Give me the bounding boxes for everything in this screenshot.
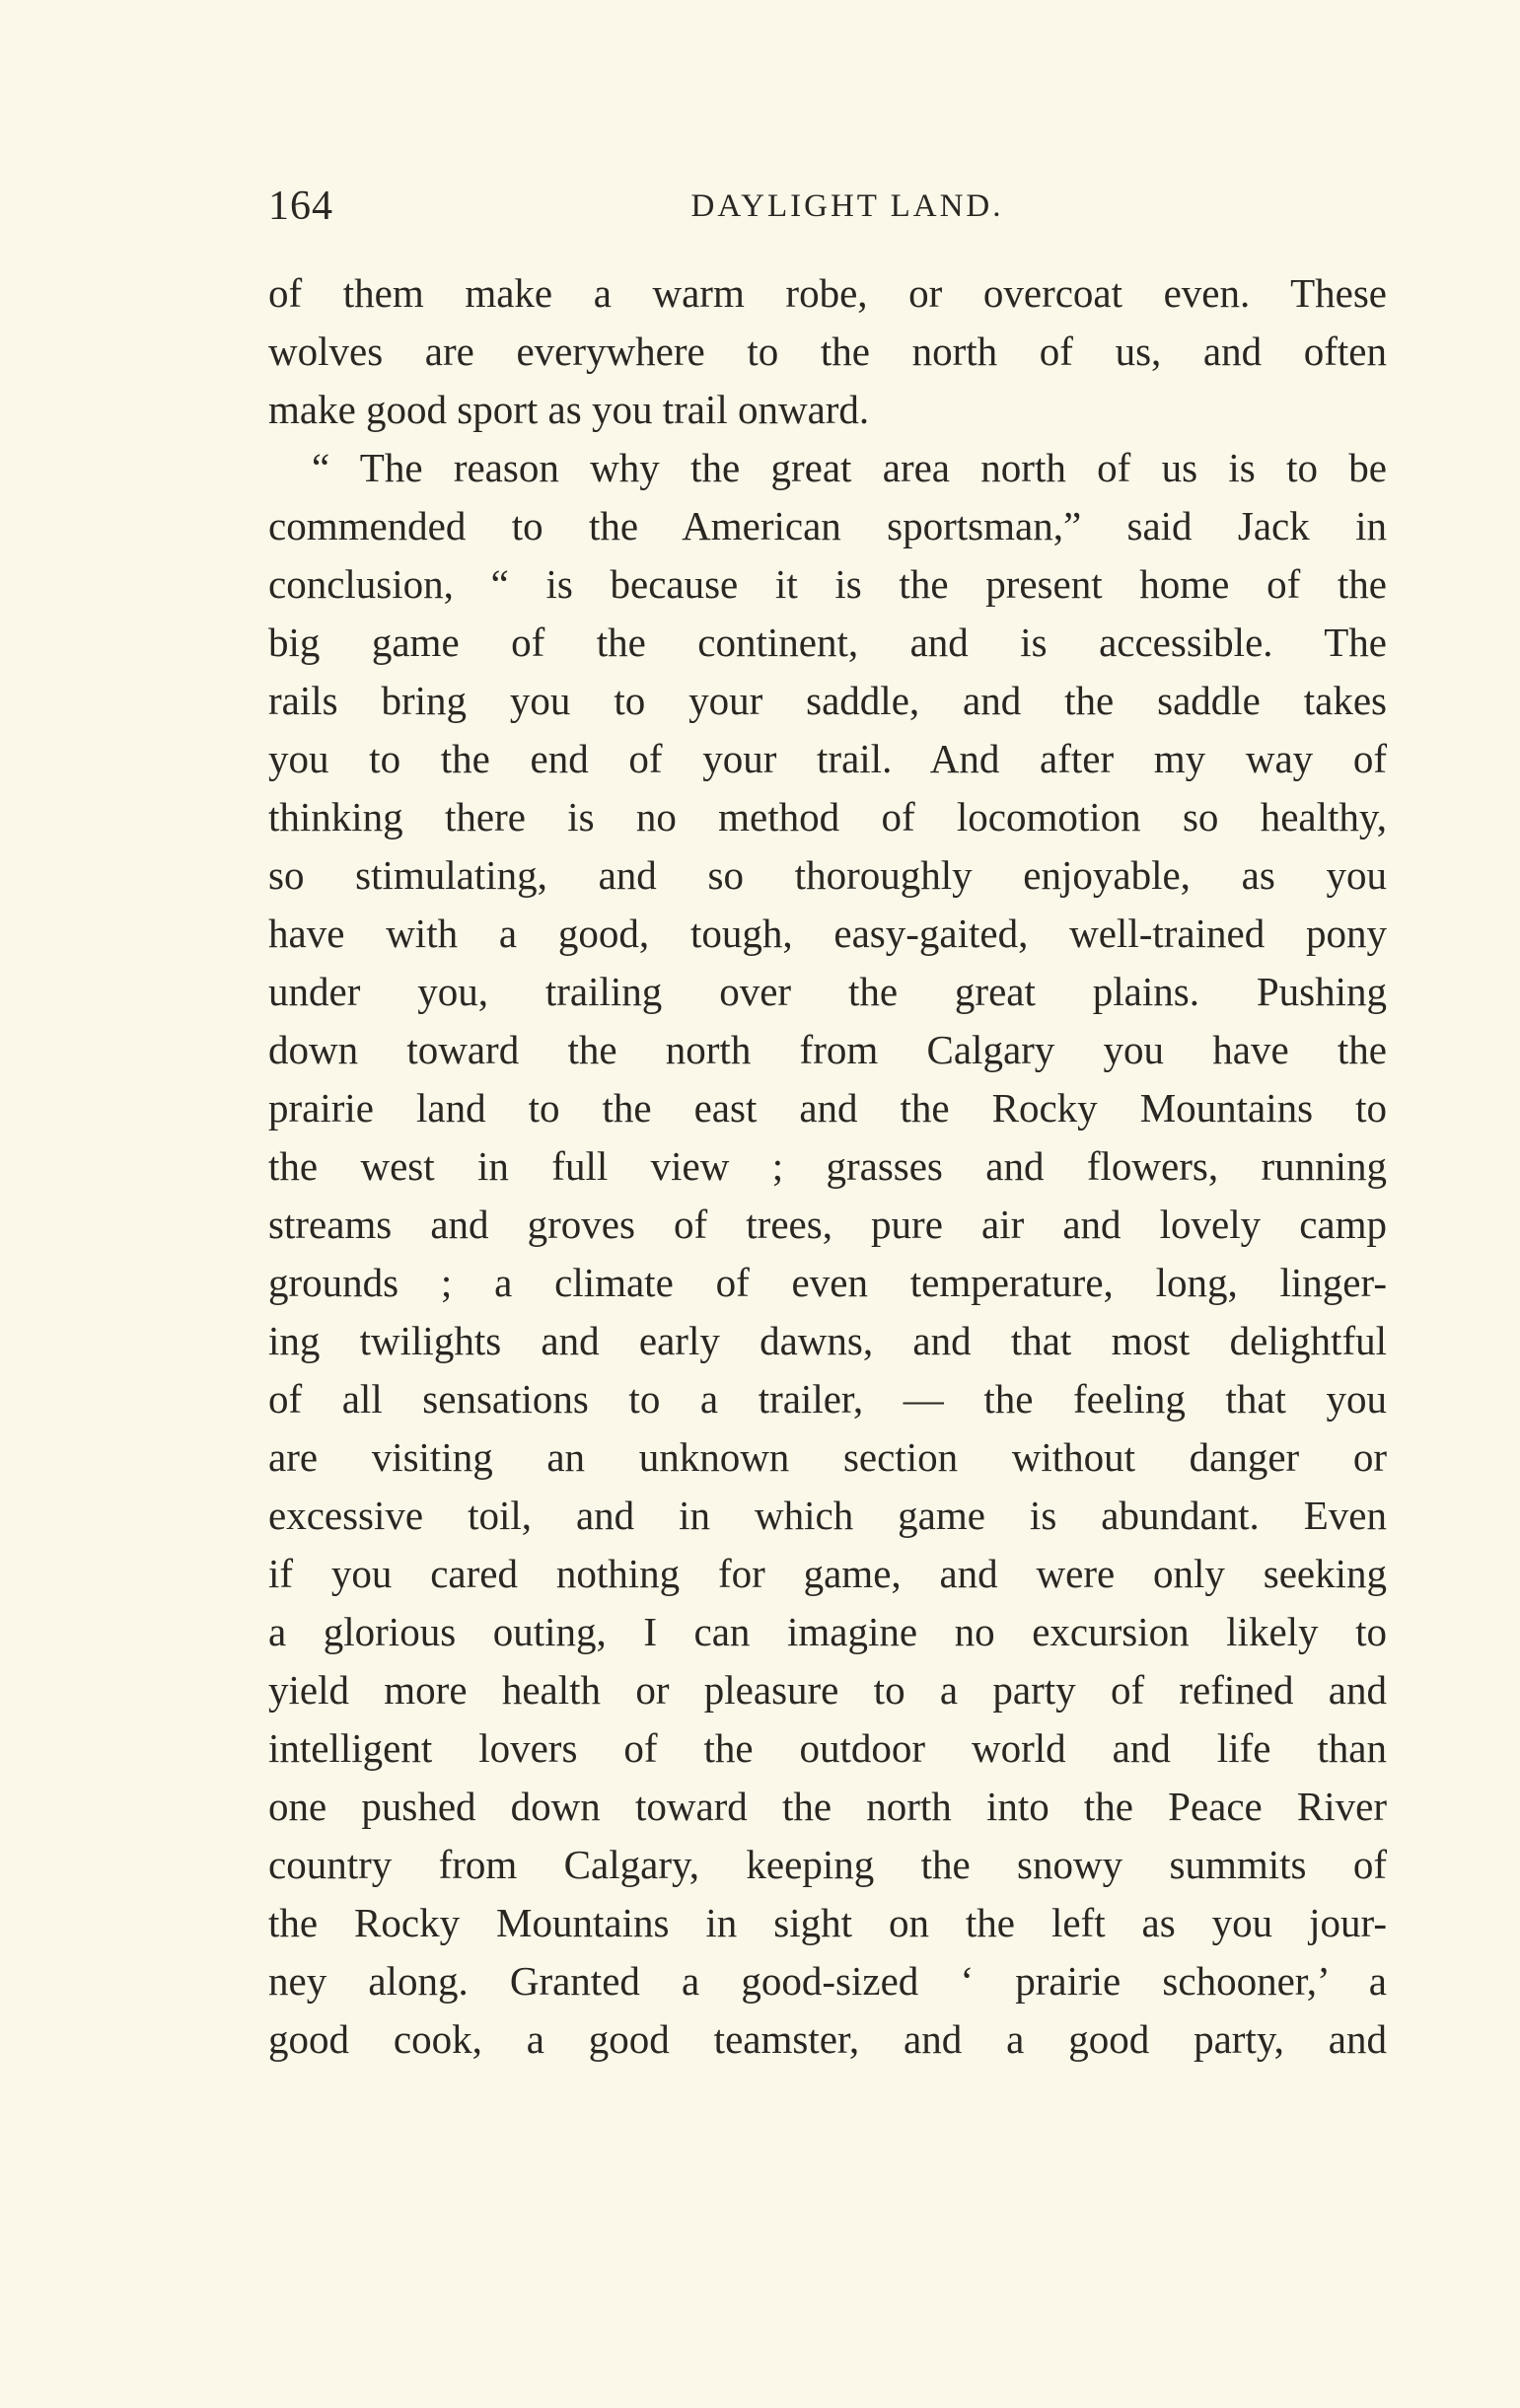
running-title: DAYLIGHT LAND. xyxy=(690,188,1004,224)
text-line: yield more health or pleasure to a party of refined and xyxy=(268,1667,1387,1713)
text-line: of all sensations to a trailer, — the feeling that you xyxy=(268,1376,1387,1422)
text-line: streams and groves of trees, pure air and lovely camp xyxy=(268,1202,1387,1247)
text-line: country from Calgary, keeping the snowy summits of xyxy=(268,1842,1387,1887)
text-line: conclusion, “ is because it is the present home of the xyxy=(268,561,1387,607)
text-line: the west in full view ; grasses and flowers, running xyxy=(268,1143,1387,1189)
text-line: intelligent lovers of the outdoor world and life than xyxy=(268,1725,1387,1771)
text-line: commended to the American sportsman,” said Jack in xyxy=(268,503,1387,548)
text-line: the Rocky Mountains in sight on the left as you jour- xyxy=(268,1900,1387,1945)
text-line: good cook, a good teamster, and a good party, and xyxy=(268,2016,1387,2062)
text-line: wolves are everywhere to the north of us, and often xyxy=(268,328,1387,374)
text-line: you to the end of your trail. And after my way of xyxy=(268,736,1387,781)
text-line: down toward the north from Calgary you have the xyxy=(268,1027,1387,1072)
running-head xyxy=(268,182,1387,242)
text-line: of them make a warm robe, or overcoat even. These xyxy=(268,270,1387,316)
text-line: have with a good, tough, easy-gaited, well-trained pony xyxy=(268,911,1387,956)
text-line: rails bring you to your saddle, and the saddle takes xyxy=(268,678,1387,723)
text-line: prairie land to the east and the Rocky Mountains to xyxy=(268,1085,1387,1131)
text-line: ney along. Granted a good-sized ‘ prairie schooner,’ a xyxy=(268,1958,1387,2004)
text-line: one pushed down toward the north into the Peace River xyxy=(268,1784,1387,1829)
page-number: 164 xyxy=(268,183,333,229)
text-line: grounds ; a climate of even temperature, long, linger- xyxy=(268,1260,1387,1305)
text-line: big game of the continent, and is accessible. The xyxy=(268,620,1387,665)
text-line: if you cared nothing for game, and were only seeking xyxy=(268,1551,1387,1596)
body-text xyxy=(268,264,1387,2069)
text-line: ing twilights and early dawns, and that most delightful xyxy=(268,1318,1387,1363)
text-line: are visiting an unknown section without danger or xyxy=(268,1434,1387,1480)
text-line: under you, trailing over the great plains. Pushing xyxy=(268,969,1387,1014)
text-line: thinking there is no method of locomotion so healthy, xyxy=(268,794,1387,839)
text-line: so stimulating, and so thoroughly enjoyable, as you xyxy=(268,852,1387,898)
text-line: excessive toil, and in which game is abundant. Even xyxy=(268,1493,1387,1538)
text-line: a glorious outing, I can imagine no excursion likely to xyxy=(268,1609,1387,1654)
text-line: “ The reason why the great area north of us is to be xyxy=(312,445,1387,490)
text-line: make good sport as you trail onward. xyxy=(268,387,870,432)
